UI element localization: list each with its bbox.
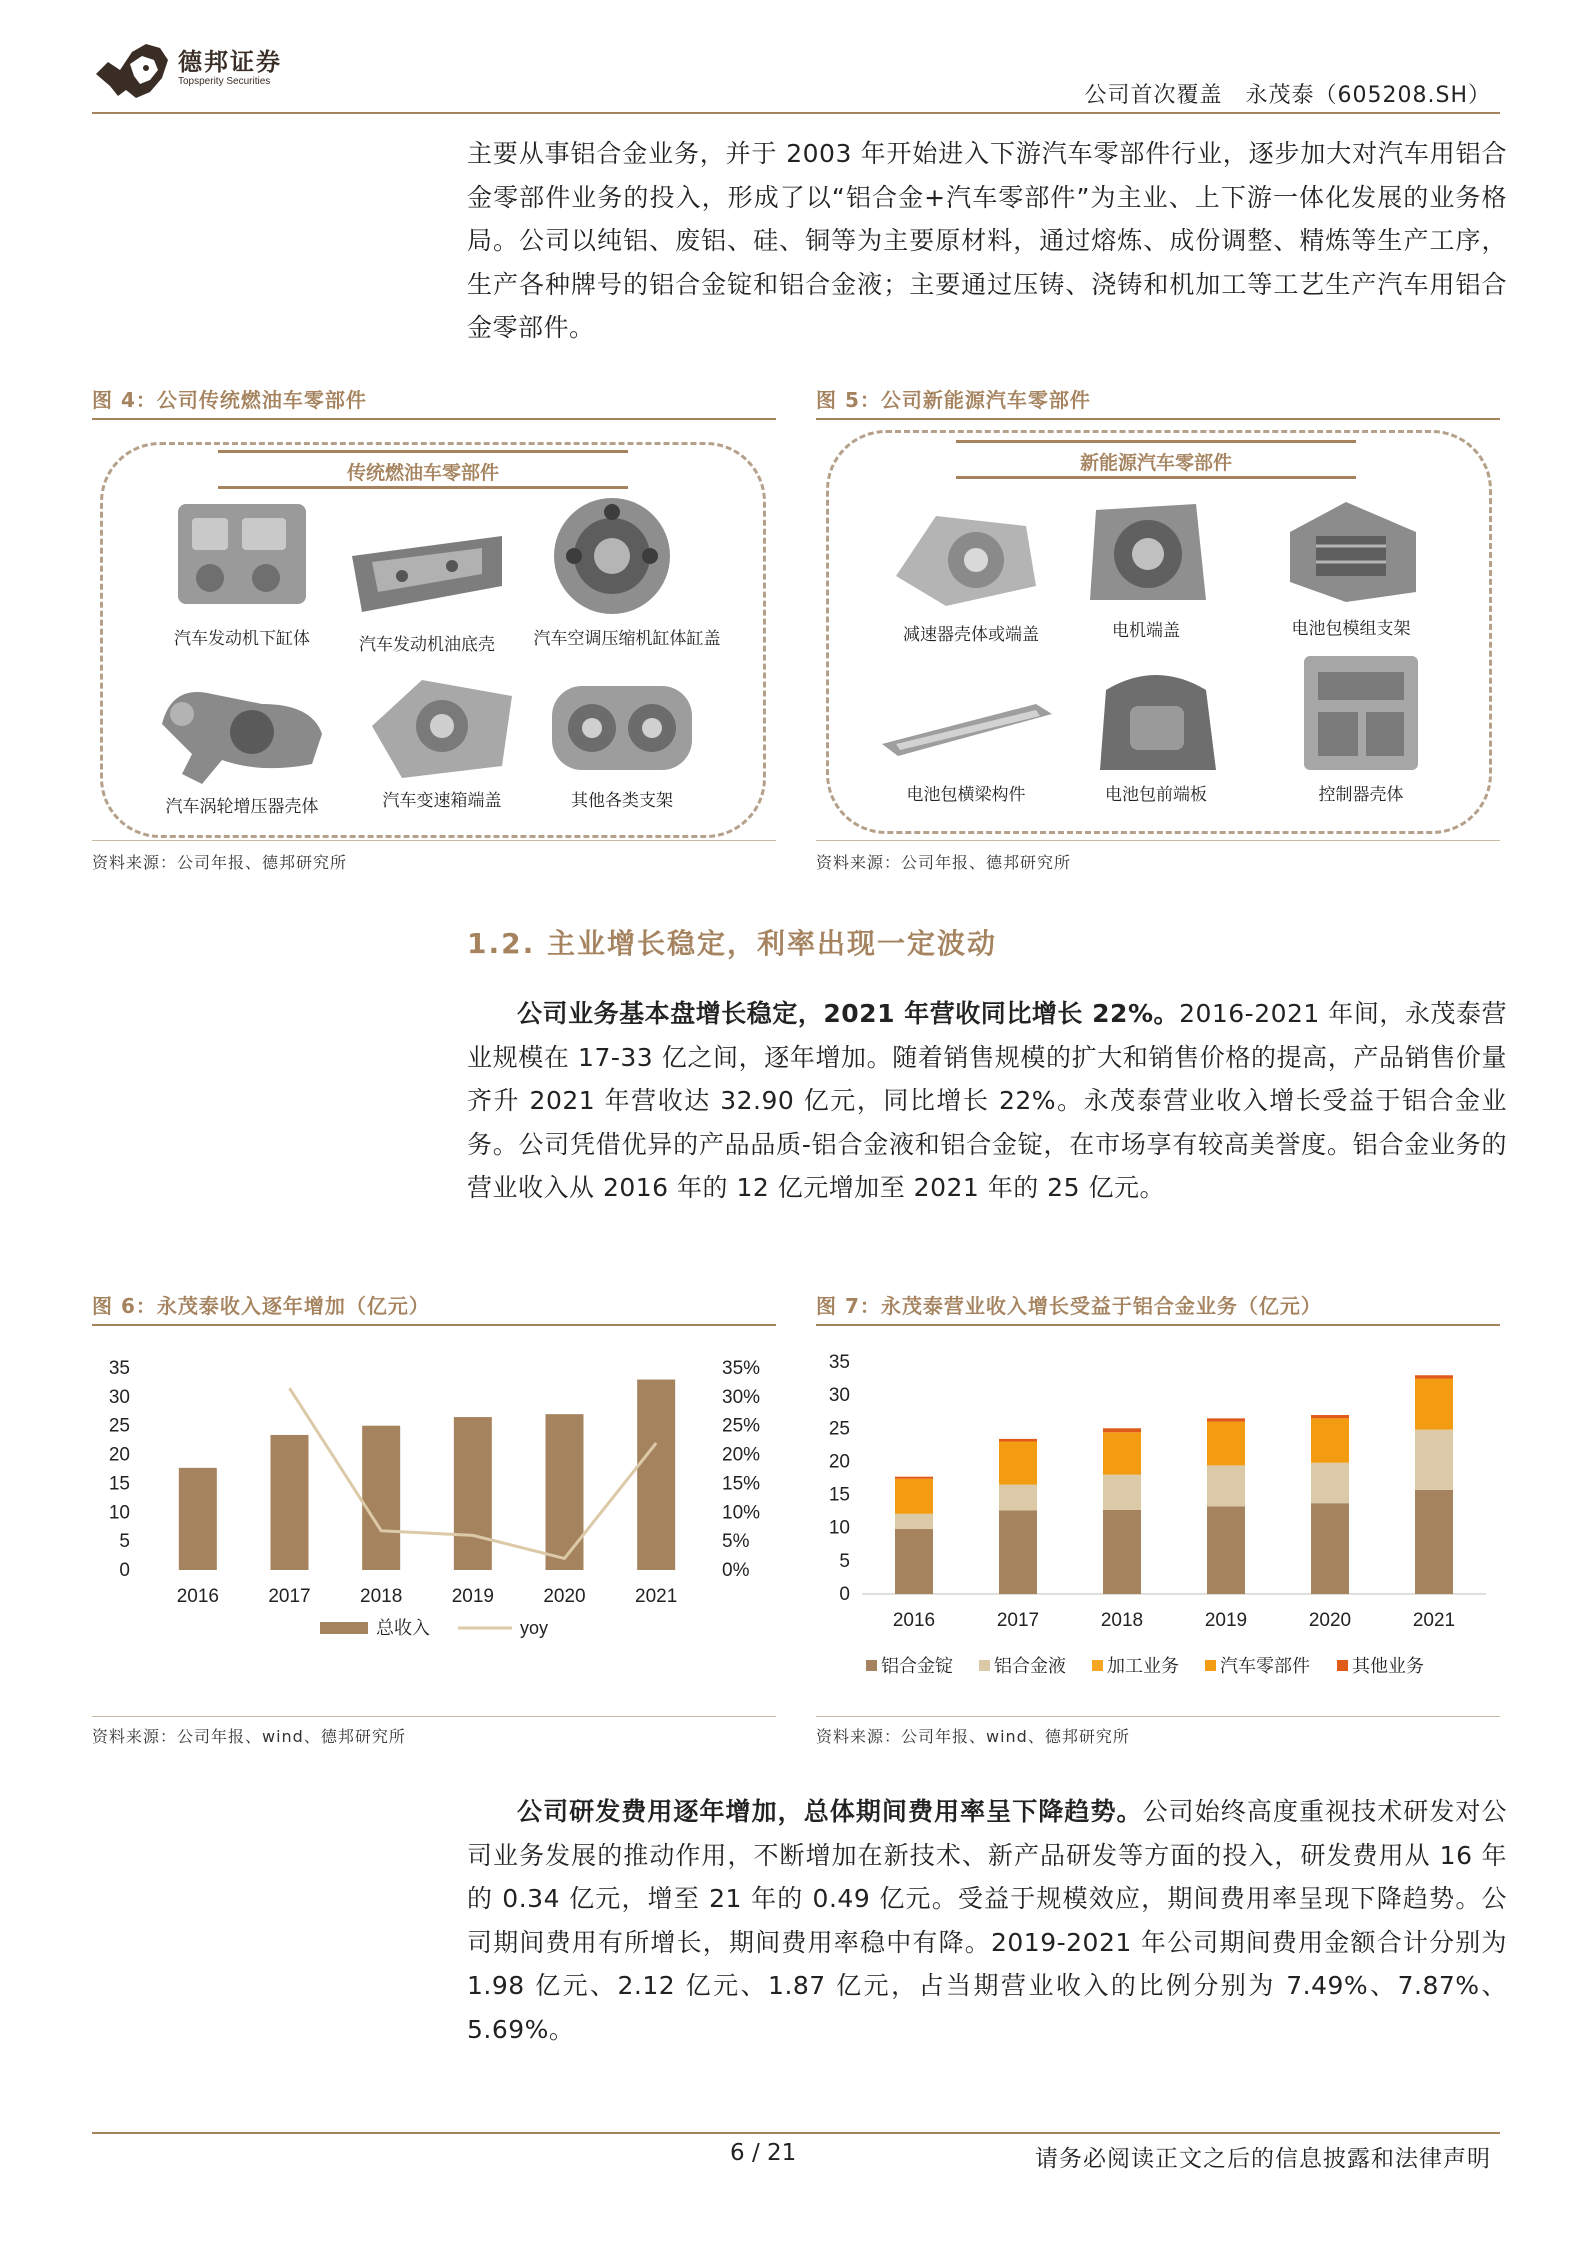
y2-tick-label: 10% (722, 1502, 761, 1524)
fig7-source: 资料来源：公司年报、wind、德邦研究所 (816, 1727, 1130, 1746)
x-tick-label: 2020 (543, 1586, 586, 1607)
footer-disclaimer: 请务必阅读正文之后的信息披露和法律声明 (1035, 2146, 1491, 2172)
x-tick-label: 2018 (1100, 1610, 1144, 1631)
y-tick-label: 25 (828, 1418, 850, 1440)
fig4-part-label: 汽车发动机下缸体 (174, 629, 310, 649)
x-tick-label: 2020 (1308, 1610, 1352, 1631)
y-tick-label: 0 (839, 1584, 850, 1605)
fig6-bottom-rule (92, 1716, 776, 1717)
expense-paragraph-body: 公司始终高度重视技术研发对公司业务发展的推动作用，不断增加在新技术、新产品研发等方面的投入，研发费用从 16 年的 0.34 亿元，增至 21 年的 0.49 亿元。受益于规模效应，期间费用率呈现下降趋势。公司期间费用有所增长，期间费用率稳中有降。2019-2021 年公司期间费用金额合计分别为 1.98 亿元、2.12 亿元、1.87 亿元，占当期营业收入的比例分别为 7.49%、7.87%、5.69%。 (467, 1797, 1507, 2044)
y-tick-label: 30 (108, 1386, 130, 1408)
stack-segment (1311, 1418, 1349, 1462)
stack-segment (1103, 1510, 1141, 1594)
fig4-banner-rule-top (218, 450, 628, 453)
x-tick-label: 2019 (451, 1586, 494, 1607)
x-tick-label: 2016 (892, 1610, 936, 1631)
y2-tick-label: 25% (722, 1415, 761, 1437)
fig5-banner-rule-top (956, 440, 1356, 443)
battery-crossbeam-image (876, 690, 1056, 770)
stack-segment (999, 1510, 1037, 1594)
y2-tick-label: 5% (722, 1531, 750, 1553)
stack-segment (1415, 1430, 1453, 1490)
legend-swatch (1205, 1660, 1216, 1671)
revenue-yoy-chart (92, 1330, 776, 1720)
stack-segment (999, 1485, 1037, 1511)
fig7-title: 图 7：永茂泰营业收入增长受益于铝合金业务（亿元） (816, 1294, 1322, 1318)
revenue-bar (546, 1414, 584, 1570)
stack-segment (895, 1529, 933, 1594)
stack-segment (895, 1514, 933, 1529)
legend-label: 总收入 (376, 1618, 430, 1638)
fig5-part-label: 控制器壳体 (1318, 785, 1404, 805)
revenue-paragraph-body: 2016-2021 年间，永茂泰营业规模在 17-33 亿之间，逐年增加。随着销售规模的扩大和销售价格的提高，产品销售价量齐升 2021 年营收达 32.90 亿元，同比增长 22%。永茂泰营业收入增长受益于铝合金业务。公司凭借优异的产品品质-铝合金液和铝合金锭，在市场享有较高美誉度。铝合金业务的营业收入从 2016 年的 12 亿元增加至 2021 年的 25 亿元。 (467, 999, 1507, 1202)
fig5-source: 资料来源：公司年报、德邦研究所 (816, 853, 1072, 872)
battery-front-plate-image (1086, 660, 1226, 786)
fig5-bottom-rule (816, 840, 1500, 841)
fig4-banner: 传统燃油车零部件 (346, 462, 499, 484)
stack-segment (895, 1479, 933, 1514)
header-report-title: 公司首次覆盖 永茂泰（605208.SH） (1084, 83, 1491, 108)
fig5-banner: 新能源汽车零部件 (1079, 452, 1232, 474)
y-tick-label: 0 (119, 1560, 130, 1581)
revenue-bar (454, 1417, 492, 1570)
stack-segment (1311, 1415, 1349, 1418)
compressor-cylinder-image (542, 492, 682, 622)
fig7-title-rule (816, 1324, 1500, 1326)
fig4-part-label: 汽车空调压缩机缸体缸盖 (533, 629, 721, 649)
x-tick-label: 2021 (635, 1586, 678, 1607)
legend-label: yoy (520, 1618, 549, 1638)
x-tick-label: 2019 (1204, 1610, 1248, 1631)
y2-tick-label: 0% (722, 1560, 750, 1581)
legend-label: 其他业务 (1352, 1656, 1424, 1676)
legend-swatch (866, 1660, 877, 1671)
header-divider (92, 112, 1500, 114)
fig5-part-label: 电池包横梁构件 (906, 785, 1026, 805)
fig4-part-label: 汽车发动机油底壳 (359, 635, 495, 655)
stack-segment (1311, 1503, 1349, 1594)
fig5-title-rule (816, 418, 1500, 420)
stack-segment (1207, 1418, 1245, 1421)
battery-module-bracket-image (1276, 492, 1426, 612)
y-tick-label: 20 (828, 1451, 850, 1473)
legend-swatch (979, 1660, 990, 1671)
revenue-paragraph-lead: 公司业务基本盘增长稳定，2021 年营收同比增长 22%。 (517, 999, 1180, 1028)
fig4-source: 资料来源：公司年报、德邦研究所 (92, 853, 348, 872)
fig4-part-label: 汽车涡轮增压器壳体 (165, 797, 319, 817)
expense-paragraph-lead: 公司研发费用逐年增加，总体期间费用率呈下降趋势。 (517, 1797, 1143, 1826)
revenue-breakdown-chart (816, 1330, 1500, 1720)
y-tick-label: 35 (108, 1358, 130, 1379)
brackets-image (542, 666, 702, 786)
motor-end-cover-image (1076, 490, 1216, 614)
stack-segment (1103, 1428, 1141, 1432)
fig4-bottom-rule (92, 840, 776, 841)
logo-mark-icon (90, 34, 176, 104)
y2-tick-label: 35% (722, 1358, 761, 1379)
fig4-banner-rule-bottom (218, 486, 628, 489)
engine-oil-pan-image (342, 516, 512, 626)
turbo-housing-image (142, 674, 342, 794)
page-number: 6 / 21 (730, 2140, 797, 2166)
gearbox-end-cover-image (362, 666, 522, 786)
fig5-part-label: 电机端盖 (1112, 621, 1180, 641)
fig4-part-label: 汽车变速箱端盖 (382, 791, 502, 811)
logo-text-en: Topsperity Securities (178, 76, 271, 87)
fig4-part-label: 其他各类支架 (571, 791, 673, 811)
y-tick-label: 5 (839, 1550, 850, 1572)
x-tick-label: 2017 (268, 1586, 311, 1607)
stack-segment (1207, 1422, 1245, 1466)
fig6-title: 图 6：永茂泰收入逐年增加（亿元） (92, 1294, 430, 1318)
revenue-bar (271, 1435, 309, 1570)
legend-swatch (1092, 1660, 1103, 1671)
logo-text-cn: 德邦证券 (178, 48, 282, 76)
x-tick-label: 2016 (176, 1586, 219, 1607)
legend-label: 铝合金锭 (881, 1656, 953, 1676)
fig6-source: 资料来源：公司年报、wind、德邦研究所 (92, 1727, 406, 1746)
fig5-part-label: 减速器壳体或端盖 (903, 625, 1039, 645)
expense-paragraph (467, 1790, 1507, 2051)
x-tick-label: 2017 (996, 1610, 1040, 1631)
x-tick-label: 2021 (1412, 1610, 1456, 1631)
fig4-image (92, 426, 776, 838)
x-tick-label: 2018 (360, 1586, 403, 1607)
y-tick-label: 15 (108, 1473, 130, 1495)
stack-segment (1415, 1379, 1453, 1430)
y2-tick-label: 20% (722, 1444, 761, 1466)
fig4-title: 图 4：公司传统燃油车零部件 (92, 388, 367, 412)
stack-segment (1415, 1375, 1453, 1378)
fig5-part-label: 电池包前端板 (1105, 785, 1207, 805)
stack-segment (1207, 1507, 1245, 1594)
footer-divider (92, 2132, 1500, 2134)
stack-segment (1103, 1475, 1141, 1510)
legend-label: 汽车零部件 (1220, 1656, 1310, 1676)
section-title: 1.2. 主业增长稳定，利率出现一定波动 (467, 927, 997, 960)
fig7-bottom-rule (816, 1716, 1500, 1717)
fig4-title-rule (92, 418, 776, 420)
controller-housing-image (1286, 646, 1436, 780)
stack-segment (895, 1477, 933, 1479)
y-tick-label: 15 (828, 1484, 850, 1506)
stack-segment (999, 1442, 1037, 1485)
y-tick-label: 5 (119, 1531, 130, 1553)
revenue-bar (362, 1426, 400, 1570)
company-logo (90, 34, 350, 106)
legend-label: 加工业务 (1107, 1656, 1179, 1676)
fig5-part-label: 电池包模组支架 (1291, 619, 1411, 639)
stack-segment (1103, 1432, 1141, 1474)
y-tick-label: 20 (108, 1444, 130, 1466)
y2-tick-label: 30% (722, 1386, 761, 1408)
fig6-title-rule (92, 1324, 776, 1326)
fig5-title: 图 5：公司新能源汽车零部件 (816, 388, 1091, 412)
reducer-housing-image (886, 496, 1046, 616)
y-tick-label: 35 (828, 1352, 850, 1373)
stack-segment (1311, 1463, 1349, 1503)
y-tick-label: 10 (108, 1502, 130, 1524)
engine-lower-block-image (162, 492, 322, 622)
y-tick-label: 30 (828, 1385, 850, 1407)
stack-segment (1415, 1490, 1453, 1594)
legend-label: 铝合金液 (994, 1656, 1066, 1676)
y2-tick-label: 15% (722, 1473, 761, 1495)
stack-segment (1207, 1465, 1245, 1506)
y-tick-label: 10 (828, 1517, 850, 1539)
revenue-bar (179, 1468, 217, 1570)
revenue-paragraph (467, 992, 1507, 1210)
intro-paragraph: 主要从事铝合金业务，并于 2003 年开始进入下游汽车零部件行业，逐步加大对汽车用铝合金零部件业务的投入，形成了以“铝合金+汽车零部件”为主业、上下游一体化发展的业务格局。公司以纯铝、废铝、硅、铜等为主要原材料，通过熔炼、成份调整、精炼等生产工序，生产各种牌号的铝合金锭和铝合金液；主要通过压铸、浇铸和机加工等工艺生产汽车用铝合金零部件。 (467, 139, 1507, 342)
legend-swatch-revenue (320, 1622, 368, 1634)
y-tick-label: 25 (108, 1415, 130, 1437)
revenue-bar (637, 1380, 675, 1570)
stack-segment (999, 1439, 1037, 1442)
fig5-banner-rule-bottom (956, 476, 1356, 479)
legend-swatch (1337, 1660, 1348, 1671)
fig5-image (816, 426, 1500, 838)
